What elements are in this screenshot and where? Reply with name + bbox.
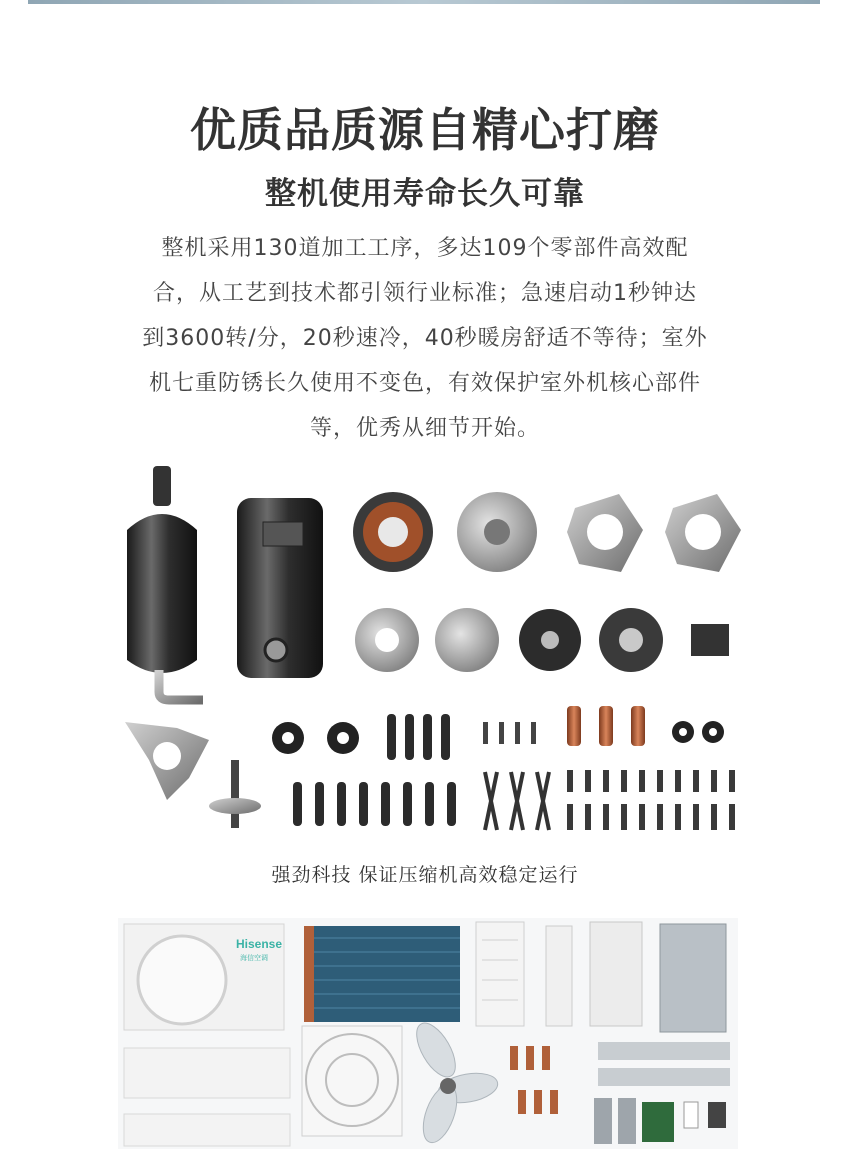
description-line: 到3600转/分，20秒速冷，40秒暖房舒适不等待；室外: [142, 326, 708, 351]
page-subtitle: 整机使用寿命长久可靠: [265, 176, 585, 212]
compressor-caption: 强劲科技 保证压缩机高效稳定运行: [271, 864, 579, 886]
description-line: 等，优秀从细节开始。: [309, 416, 540, 441]
description-line: 整机采用130道加工工序，多达109个零部件高效配: [161, 236, 689, 261]
page-title: 优质品质源自精心打磨: [190, 103, 660, 157]
hisense-logo-sub: 海信空调: [240, 954, 268, 962]
description-line: 机七重防锈长久使用不变色，有效保护室外机核心部件: [148, 371, 701, 396]
hisense-logo: Hisense: [236, 937, 283, 951]
top-banner-strip: [28, 0, 820, 4]
description-paragraph: [100, 226, 750, 451]
description-line: 合，从工艺到技术都引领行业标准；急速启动1秒钟达: [153, 281, 697, 306]
ac-unit-parts-image: [118, 918, 738, 1149]
compressor-parts-image: [105, 460, 745, 850]
